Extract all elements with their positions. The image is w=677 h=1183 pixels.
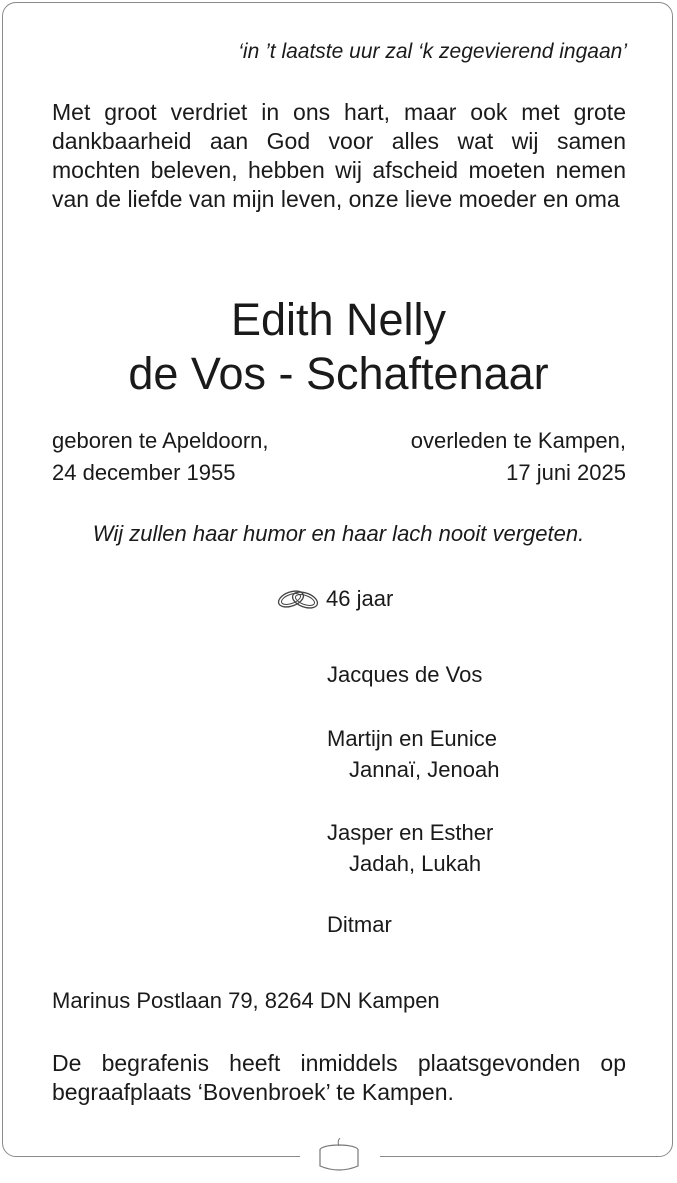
funeral-notice: De begrafenis heeft inmiddels plaatsgevonden op begraafplaats ‘Bovenbroek’ te Kampen. [52, 1050, 626, 1105]
grandchildren-1: Jannaï, Jenoah [349, 757, 500, 782]
candle-icon [310, 1138, 368, 1183]
death-date: 17 juni 2025 [506, 460, 626, 485]
grandchildren-2: Jadah, Lukah [349, 851, 482, 876]
motto: ‘in ’t laatste uur zal ‘k zegevierend ingaan’ [238, 40, 627, 63]
birth-place: geboren te Apeldoorn, [52, 428, 269, 453]
child-family-3: Ditmar [327, 912, 392, 937]
birth-date: 24 december 1955 [52, 460, 236, 485]
remembrance-quote: Wij zullen haar humor en haar lach nooit vergeten. [92, 521, 585, 546]
wedding-rings-icon [274, 587, 322, 611]
spouse-name: Jacques de Vos [327, 662, 483, 687]
child-family-1: Martijn en Eunice [327, 726, 497, 751]
deceased-name-line1: Edith Nelly [230, 294, 447, 345]
marriage-duration [274, 586, 393, 612]
deceased-name-line2: de Vos - Schaftenaar [128, 348, 549, 399]
intro-text: Met groot verdriet in ons hart, maar ook met grote dankbaarheid aan God voor alles wat wij samen mochten beleven, hebben wij afscheid moeten nemen van de liefde van mijn leven, onze lieve moeder en oma [52, 99, 626, 212]
home-address: Marinus Postlaan 79, 8264 DN Kampen [52, 988, 440, 1013]
death-place: overleden te Kampen, [410, 428, 626, 453]
child-family-2: Jasper en Esther [327, 820, 494, 845]
marriage-years: 46 jaar [326, 586, 394, 611]
